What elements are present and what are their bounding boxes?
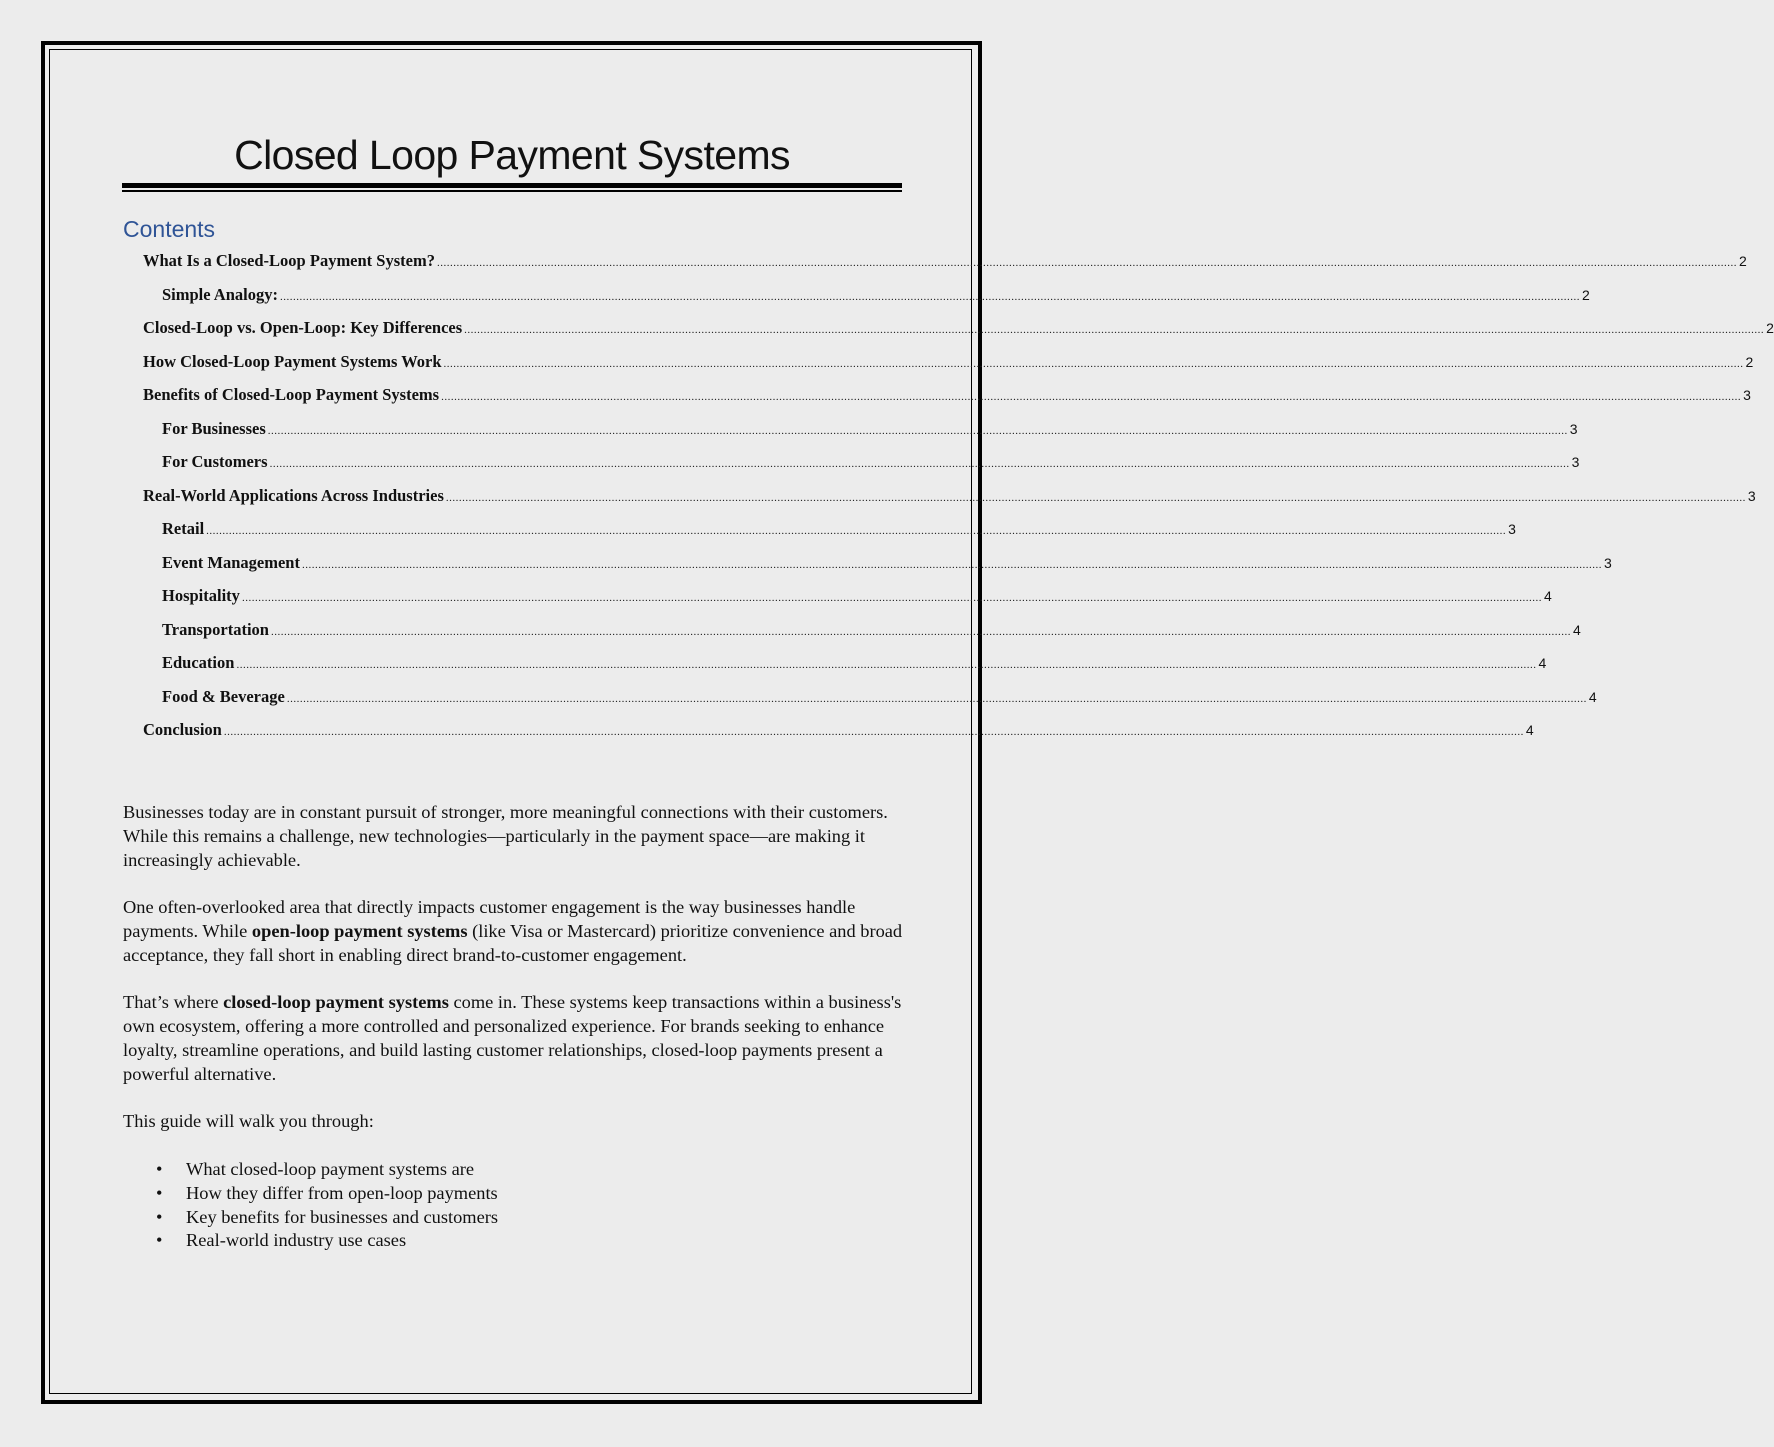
toc-entry-page: 2 [1766, 320, 1774, 336]
toc-entry-label: Closed-Loop vs. Open-Loop: Key Differences [143, 318, 463, 337]
toc-leader-dots: ................................................................................................................................................................................................................................................................................................................................................................................................................ [441, 391, 1742, 403]
toc-entry[interactable] [143, 719, 1534, 741]
toc-entry[interactable] [143, 250, 1747, 272]
toc-entry-page: 4 [1525, 722, 1534, 738]
toc-entry-label: Retail [162, 519, 205, 538]
toc-leader-dots: ................................................................................................................................................................................................................................................................................................................................................................................................................ [443, 357, 1744, 370]
paragraph-text: That’s where [123, 992, 224, 1013]
guide-intro: This guide will walk you through: [123, 1111, 374, 1132]
toc-entry-label: How Closed-Loop Payment Systems Work [143, 351, 442, 371]
toc-entry[interactable] [162, 652, 1547, 674]
toc-leader-dots: ................................................................................................................................................................................................................................................................................................................................................................................................................ [270, 625, 1571, 638]
toc-entry[interactable] [143, 384, 1751, 406]
toc-entry-page: 4 [1538, 655, 1547, 671]
paragraph-text: (like Visa or Mastercard) prioritize convenience and broad acceptance, they fall short in enabling direct brand-to-customer engagement. [123, 920, 903, 965]
paragraph-text: come in. These systems keep transactions within a business's own ecosystem, offering a more controlled and personalized experience. For brands seeking to enhance loyalty, streamline operations, and build lasting customer relationships, closed-loop payments present a powerful alternative. [123, 992, 902, 1084]
bold-term: closed-loop payment systems [223, 992, 449, 1013]
toc-leader-dots: ................................................................................................................................................................................................................................................................................................................................................................................................................ [286, 692, 1587, 705]
toc-entry-label: Benefits of Closed-Loop Payment Systems [143, 385, 440, 404]
toc-entry[interactable] [143, 317, 1774, 339]
document-body [123, 801, 908, 1253]
toc-entry-page: 2 [1581, 286, 1590, 303]
toc-leader-dots: ................................................................................................................................................................................................................................................................................................................................................................................................................ [269, 458, 1570, 470]
list-item [123, 1158, 908, 1182]
toc-entry-page: 3 [1569, 420, 1578, 437]
toc-heading: Contents [123, 216, 216, 242]
guide-bullet-list [123, 1158, 908, 1253]
toc-entry-page: 3 [1508, 521, 1516, 537]
toc-leader-dots: ................................................................................................................................................................................................................................................................................................................................................................................................................ [236, 659, 1537, 671]
toc-entry[interactable] [162, 686, 1597, 708]
toc-entry[interactable] [162, 418, 1578, 440]
toc-entry-label: Food & Beverage [162, 686, 285, 706]
toc-leader-dots: ................................................................................................................................................................................................................................................................................................................................................................................................................ [436, 257, 1737, 269]
list-item [123, 1206, 908, 1230]
toc-leader-dots: ................................................................................................................................................................................................................................................................................................................................................................................................................ [267, 424, 1568, 437]
toc-entry-page: 2 [1738, 253, 1747, 269]
toc-leader-dots: ................................................................................................................................................................................................................................................................................................................................................................................................................ [301, 558, 1602, 571]
toc-leader-dots: ................................................................................................................................................................................................................................................................................................................................................................................................................ [279, 290, 1580, 303]
toc-leader-dots: ................................................................................................................................................................................................................................................................................................................................................................................................................ [241, 592, 1542, 604]
toc-entry[interactable] [162, 585, 1552, 607]
toc-entry[interactable] [162, 619, 1581, 641]
bullet-icon: • [156, 1182, 163, 1203]
toc-leader-dots: ................................................................................................................................................................................................................................................................................................................................................................................................................ [223, 726, 1524, 738]
toc-leader-dots: ................................................................................................................................................................................................................................................................................................................................................................................................................ [464, 324, 1765, 336]
toc-entry-label: Education [162, 653, 235, 672]
paragraph-open-loop [123, 896, 908, 967]
toc-entry[interactable] [162, 451, 1580, 473]
toc-entry[interactable] [162, 284, 1590, 306]
list-item [123, 1182, 908, 1206]
toc-entry-page: 4 [1543, 588, 1552, 604]
toc-entry-label: Simple Analogy: [162, 284, 278, 304]
toc-entry-label: Hospitality [162, 586, 240, 605]
toc-entry-page: 3 [1603, 554, 1612, 571]
toc-entry-page: 2 [1745, 353, 1754, 370]
title-rule-thin [122, 190, 902, 192]
list-item-text: How they differ from open-loop payments [186, 1182, 498, 1203]
toc-entry[interactable] [162, 518, 1516, 540]
toc-entry[interactable] [162, 552, 1612, 574]
toc-entry-page: 4 [1572, 621, 1581, 638]
list-item-text: Real-world industry use cases [186, 1230, 407, 1251]
toc-entry-label: Event Management [162, 552, 300, 572]
title-rule-thick [122, 183, 902, 188]
toc-entry-page: 3 [1571, 454, 1580, 470]
intro-paragraph: Businesses today are in constant pursuit of stronger, more meaningful connections with their customers. While this remains a challenge, new technologies—particularly in the payment space—are making it increasingly achievable. [123, 802, 888, 870]
toc-entry-label: Conclusion [143, 720, 222, 739]
toc-entry-label: For Customers [162, 452, 268, 471]
document-title: Closed Loop Payment Systems [234, 132, 790, 178]
toc-entry-page: 3 [1743, 387, 1751, 403]
paragraph-text: One often-overlooked area that directly impacts customer engagement is the way businesses handle payments. While [123, 897, 856, 941]
toc-entry[interactable] [143, 485, 1756, 507]
paragraph-closed-loop [123, 991, 908, 1086]
list-item [123, 1229, 908, 1253]
list-item-text: What closed-loop payment systems are [186, 1158, 475, 1179]
toc-leader-dots: ................................................................................................................................................................................................................................................................................................................................................................................................................ [445, 491, 1746, 504]
bullet-icon: • [156, 1158, 163, 1179]
toc-entry-label: Transportation [162, 619, 269, 639]
toc-entry-label: What Is a Closed-Loop Payment System? [143, 251, 435, 270]
toc-entry-label: For Businesses [162, 418, 266, 438]
bullet-icon: • [156, 1206, 163, 1227]
toc-leader-dots: ................................................................................................................................................................................................................................................................................................................................................................................................................ [206, 525, 1507, 537]
bold-term: open-loop payment systems [251, 920, 468, 941]
list-item-text: Key benefits for businesses and customers [186, 1206, 499, 1227]
toc-entry-label: Real-World Applications Across Industries [143, 485, 444, 505]
toc-entry-page: 4 [1588, 688, 1597, 705]
toc-entry[interactable] [143, 351, 1754, 373]
toc-entry-page: 3 [1747, 487, 1756, 504]
bullet-icon: • [156, 1230, 163, 1251]
